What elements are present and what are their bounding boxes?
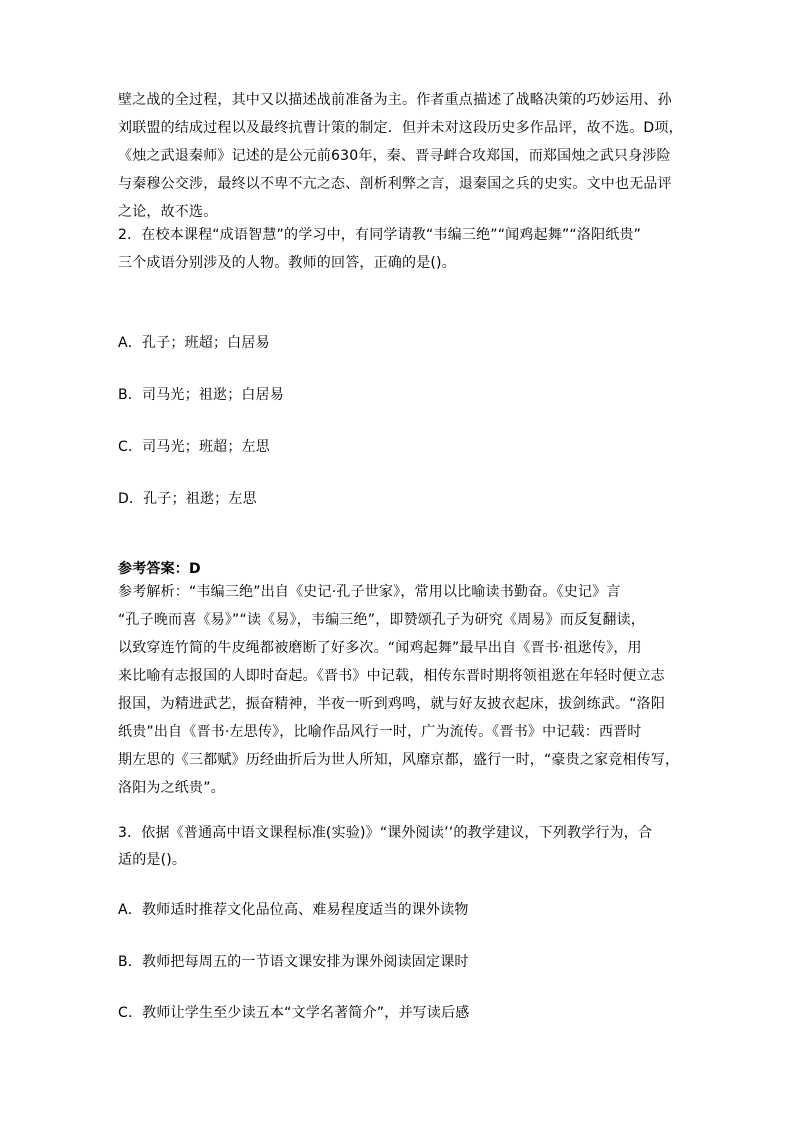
analysis-line: 参考解析：“韦编三绝”出自《史记·孔子世家》，常用以比喻读书勤奋。《史记》言 <box>118 584 621 600</box>
text-line: 壁之战的全过程，其中又以描述战前准备为主。作者重点描述了战略决策的巧妙运用、孙 <box>118 92 672 108</box>
analysis-line: 以致穿连竹简的牛皮绳都被磨断了好多次。“闻鸡起舞”最早出自《晋书·祖逖传》，用 <box>118 640 642 656</box>
option-a: A．教师适时推荐文化品位高、难易程度适当的课外读物 <box>118 902 469 918</box>
question-text: 三个成语分别涉及的人物。教师的回答，正确的是()。 <box>118 255 456 271</box>
option-c: C．司马光；班超；左思 <box>118 439 270 455</box>
question-text: 3．依据《普通高中语文课程标准(实验)》“课外阅读’’的教学建议，下列教学行为，合 <box>118 825 653 841</box>
question-text: 2．在校本课程“成语智慧”的学习中，有同学请教“韦编三绝”“闻鸡起舞”“洛阳纸贵” <box>118 227 642 243</box>
option-c: C．教师让学生至少读五本“文学名著简介”，并写读后感 <box>118 1005 470 1021</box>
analysis-line: 期左思的《三都赋》历经曲折后为世人所知，风靡京都，盛行一时，“豪贵之家竞相传写， <box>118 752 680 768</box>
option-d: D．孔子；祖逖；左思 <box>118 491 257 507</box>
analysis-line: 来比喻有志报国的人即时奋起。《晋书》中记载，相传东晋时期将领祖逖在年轻时便立志 <box>118 668 665 684</box>
text-line: 之论，故不选。 <box>118 204 218 220</box>
analysis-line: 纸贵”出自《晋书·左思传》，比喻作品风行一时，广为流传。《晋书》中记载：西晋时 <box>118 724 642 740</box>
option-b: B．教师把每周五的一节语文课安排为课外阅读固定课时 <box>118 954 469 970</box>
reference-answer: 参考答案：D <box>118 561 201 577</box>
analysis-line: “孔子晚而喜《易》”“读《易》，韦编三绝”，即赞颂孔子为研究《周易》而反复翻读， <box>118 612 646 628</box>
option-b: B．司马光；祖逖；白居易 <box>118 387 285 403</box>
analysis-line: 洛阳为之纸贵”。 <box>118 780 225 796</box>
text-line: 《烛之武退秦师》记述的是公元前630年，秦、晋寻衅合攻郑国，而郑国烛之武只身涉险 <box>118 148 671 164</box>
text-line: 刘联盟的结成过程以及最终抗曹计策的制定．但并未对这段历史多作品评，故不选。D项， <box>118 120 683 136</box>
text-line: 与秦穆公交涉，最终以不卑不亢之态、剖析利弊之言，退秦国之兵的史实。文中也无品评 <box>118 176 672 192</box>
analysis-line: 报国，为精进武艺，振奋精神，半夜一听到鸡鸣，就与好友披衣起床，拔剑练武。“洛阳 <box>118 696 666 712</box>
option-a: A．孔子；班超；白居易 <box>118 335 270 351</box>
question-text: 适的是()。 <box>118 852 187 868</box>
